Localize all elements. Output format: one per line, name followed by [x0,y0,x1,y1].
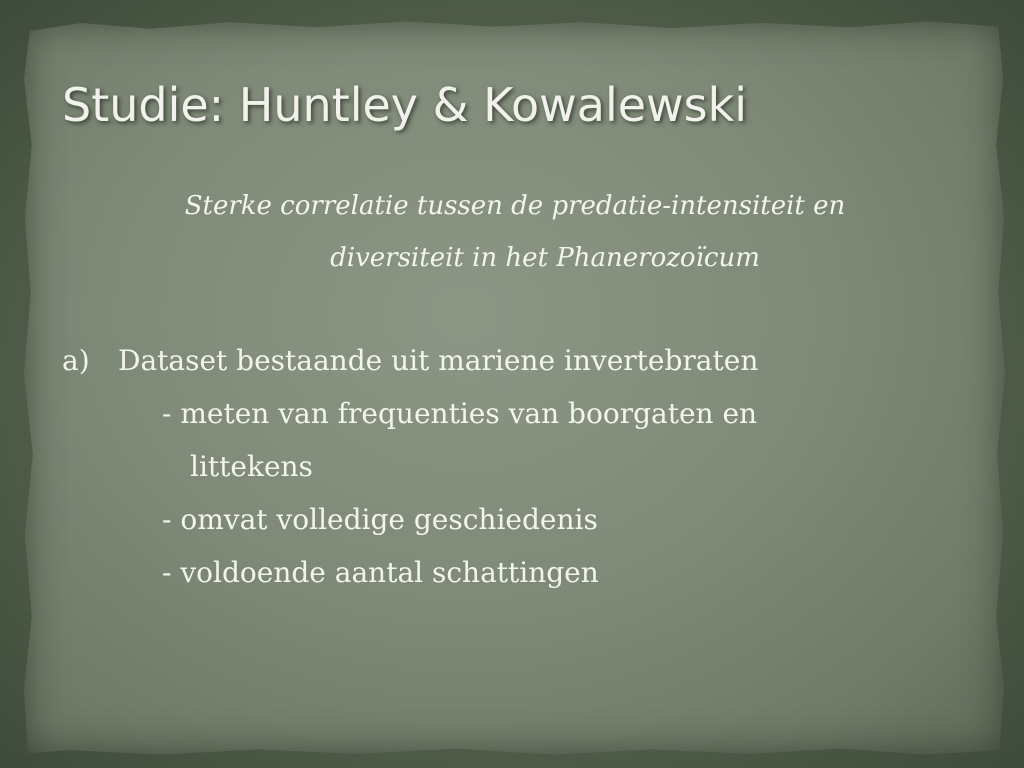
slide-subtitle [100,180,930,284]
list-item [62,334,962,387]
subtitle-line-2: diversiteit in het Phanerozoïcum [330,243,760,273]
subtitle-line-1: Sterke correlatie tussen de predatie-intensiteit en [184,191,846,221]
slide-title: Studie: Huntley & Kowalewski [62,78,748,132]
sub-bullet: - voldoende aantal schattingen [162,556,599,589]
sub-bullet: - omvat volledige geschiedenis [162,503,598,536]
list-item-text: Dataset bestaande uit mariene invertebraten [118,344,759,377]
sub-bullet: - meten van frequenties van boorgaten en [162,397,758,430]
slide-body [62,334,962,599]
sub-bullet-continuation: littekens [190,450,313,483]
list-marker: a) [62,344,90,377]
